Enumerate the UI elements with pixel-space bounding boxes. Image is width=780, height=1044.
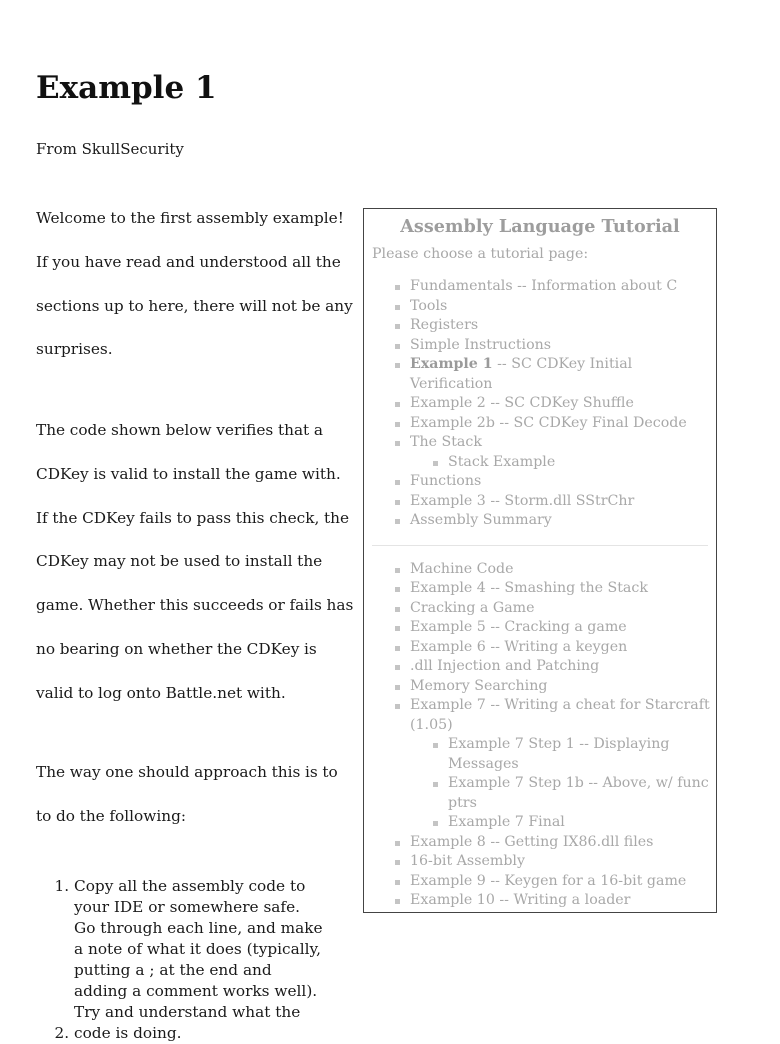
toc-item[interactable] — [410, 599, 716, 619]
toc-link-example-9[interactable]: Example 9 -- Keygen for a 16-bit game — [410, 872, 687, 889]
toc-item[interactable] — [410, 657, 716, 677]
toc-list-main — [364, 277, 716, 531]
toc-link-example-3[interactable]: Example 3 -- Storm.dll SStrChr — [410, 492, 635, 509]
toc-link-machine-code[interactable]: Machine Code — [410, 560, 514, 577]
step-item — [74, 918, 780, 1044]
toc-subitem[interactable] — [448, 774, 716, 813]
toc-link-example-6[interactable]: Example 6 -- Writing a keygen — [410, 638, 628, 655]
toc-subitem[interactable] — [448, 735, 716, 774]
toc-current-label: Example 1 — [410, 356, 493, 372]
toc-subitem[interactable] — [448, 813, 716, 833]
step-item: 1. Copy all the assembly code to your IDE or somewhere safe. — [74, 876, 329, 918]
toc-link-example-10[interactable]: Example 10 -- Writing a loader — [410, 892, 631, 908]
toc-item-current — [410, 355, 716, 394]
toc-link-registers[interactable]: Registers — [410, 317, 479, 333]
toc-subtitle: Please choose a tutorial page: — [372, 246, 589, 262]
toc-sublist — [410, 735, 716, 833]
toc-item[interactable] — [410, 316, 716, 336]
toc-title: Assembly Language Tutorial — [400, 216, 680, 237]
page-title: Example 1 — [36, 70, 217, 106]
toc-item[interactable] — [410, 414, 716, 434]
toc-item[interactable] — [410, 638, 716, 658]
toc-link-functions[interactable]: Functions — [410, 473, 482, 489]
toc-item[interactable] — [410, 492, 716, 512]
intro-paragraph: Welcome to the first assembly example! If you have read and understood all the sections up to here, there will not be any surprises. — [36, 209, 353, 359]
toc-item[interactable] — [410, 277, 716, 297]
toc-item[interactable] — [410, 579, 716, 599]
toc-item[interactable] — [410, 336, 716, 356]
toc-link-fundamentals[interactable]: Fundamentals -- Information about C — [410, 278, 678, 294]
toc-link-dll-injection[interactable]: .dll Injection and Patching — [410, 658, 600, 674]
toc-link-example-5[interactable]: Example 5 -- Cracking a game — [410, 619, 627, 635]
toc-item[interactable] — [410, 696, 716, 833]
toc-item[interactable] — [410, 394, 716, 414]
toc-link-assembly-summary[interactable]: Assembly Summary — [410, 512, 552, 528]
toc-link-example-7[interactable]: Example 7 -- Writing a cheat for Starcraft (1.05) — [410, 697, 710, 733]
source-line: From SkullSecurity — [36, 140, 184, 158]
toc-item[interactable] — [410, 852, 716, 872]
toc-item[interactable] — [410, 872, 716, 892]
toc-link-cracking-a-game[interactable]: Cracking a Game — [410, 599, 535, 616]
toc-item[interactable] — [410, 618, 716, 638]
toc-item[interactable] — [410, 472, 716, 492]
toc-item[interactable] — [410, 511, 716, 531]
toc-subitem[interactable] — [448, 453, 716, 473]
toc-divider — [372, 545, 708, 546]
toc-link-example-7-step-1[interactable]: Example 7 Step 1 -- Displaying Messages — [448, 736, 670, 772]
toc-link-example-4[interactable]: Example 4 -- Smashing the Stack — [410, 580, 648, 596]
toc-list-advanced — [364, 560, 716, 911]
tutorial-toc-box — [363, 208, 717, 913]
toc-item[interactable] — [410, 560, 716, 580]
toc-sublist — [410, 453, 716, 473]
toc-link-16bit-assembly[interactable]: 16-bit Assembly — [410, 853, 525, 869]
toc-item[interactable] — [410, 433, 716, 472]
toc-link-tools[interactable]: Tools — [410, 297, 448, 314]
step-text: Go through each line, and make a note of what it does (typically, putting a ; at the end and adding a comment works well). Try and understand what the code is doing. — [74, 919, 323, 1042]
toc-link-example-2b[interactable]: Example 2b -- SC CDKey Final Decode — [410, 414, 687, 431]
description-paragraph: The code shown below verifies that a CDKey is valid to install the game with. If the CDKey fails to pass this check, the CDKey may not be used to install the game. Whether this succeeds or fails has no bearing on whether the CDKey is valid to log onto Battle.net with. — [36, 421, 354, 702]
toc-link-example-2[interactable]: Example 2 -- SC CDKey Shuffle — [410, 395, 634, 411]
toc-link-example-7-final[interactable]: Example 7 Final — [448, 814, 565, 830]
toc-item[interactable] — [410, 833, 716, 853]
toc-item[interactable] — [410, 677, 716, 697]
toc-link-example-7-step-1b[interactable]: Example 7 Step 1b -- Above, w/ func ptrs — [448, 775, 709, 811]
toc-link-memory-searching[interactable]: Memory Searching — [410, 677, 548, 694]
toc-current-desc: -- SC CDKey Initial Verification — [410, 356, 633, 392]
toc-link-stack-example[interactable]: Stack Example — [448, 453, 556, 470]
toc-link-example-8[interactable]: Example 8 -- Getting IX86.dll files — [410, 833, 654, 850]
toc-link-simple-instructions[interactable]: Simple Instructions — [410, 336, 552, 353]
toc-link-the-stack[interactable]: The Stack — [410, 434, 482, 450]
toc-item[interactable] — [410, 297, 716, 317]
approach-paragraph: The way one should approach this is to to do the following: — [36, 763, 338, 825]
toc-item[interactable] — [410, 891, 716, 911]
